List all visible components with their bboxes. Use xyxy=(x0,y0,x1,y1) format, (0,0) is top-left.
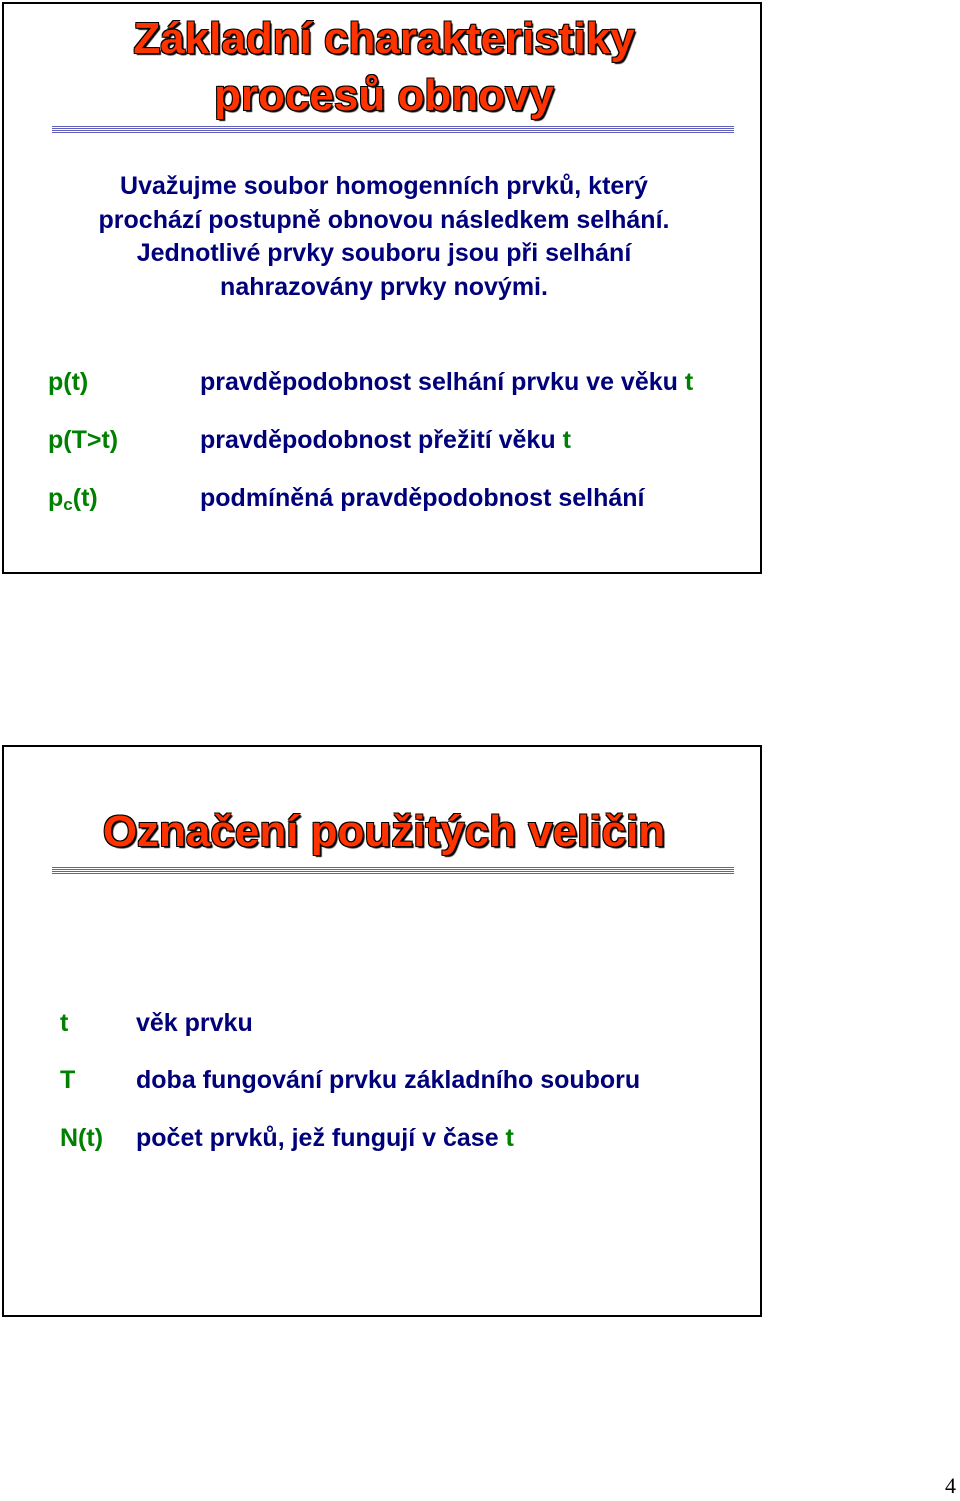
definition-text-p-t xyxy=(200,368,693,397)
symbol-subscript: c xyxy=(63,495,73,514)
definition-text-p-T-gt-t xyxy=(200,426,571,455)
definition-symbol-p-T-gt-t: p(T>t) xyxy=(48,426,119,454)
page-number: 4 xyxy=(945,1473,956,1498)
definition-text-pc-t: podmíněná pravděpodobnost selhání xyxy=(200,484,645,512)
definition-description: počet prvků, jež fungují v čase xyxy=(136,1124,506,1152)
slide-1-title-line-1: Základní charakteristiky xyxy=(133,14,635,63)
intro-line-4: nahrazovány prvky novými. xyxy=(220,272,548,301)
intro-line-3: Jednotlivé prvky souboru jsou při selhání xyxy=(136,239,632,267)
title-rule xyxy=(52,126,734,133)
slide-1-title-line-2: procesů obnovy xyxy=(214,71,554,120)
definition-symbol-pc-t xyxy=(48,484,98,515)
definition-description: pravděpodobnost přežití věku xyxy=(200,426,563,454)
slide-1 xyxy=(2,2,762,574)
definition-description: pravděpodobnost selhání prvku ve věku xyxy=(200,368,685,396)
definition-symbol-t: t xyxy=(60,1009,69,1037)
definition-variable: t xyxy=(562,426,571,454)
definition-variable: t xyxy=(505,1124,514,1152)
definition-symbol-p-t: p(t) xyxy=(48,368,89,396)
title-rule xyxy=(52,867,734,874)
intro-paragraph xyxy=(4,170,764,304)
definition-symbol-T: T xyxy=(60,1066,76,1094)
slide-1-title xyxy=(4,10,764,124)
symbol-base: p xyxy=(48,484,64,512)
symbol-argument: (t) xyxy=(72,484,98,512)
intro-line-1: Uvažujme soubor homogenních prvků, který xyxy=(120,172,648,200)
definition-text-N-t xyxy=(136,1124,514,1153)
definition-text-t: věk prvku xyxy=(136,1009,253,1037)
definition-symbol-N-t: N(t) xyxy=(60,1124,104,1152)
slide-2 xyxy=(2,745,762,1317)
slide-2-title: Označení použitých veličin xyxy=(102,807,666,856)
intro-line-2: prochází postupně obnovou následkem selhání. xyxy=(98,205,670,234)
definition-text-T: doba fungování prvku základního souboru xyxy=(136,1066,641,1094)
definition-variable: t xyxy=(684,368,694,396)
